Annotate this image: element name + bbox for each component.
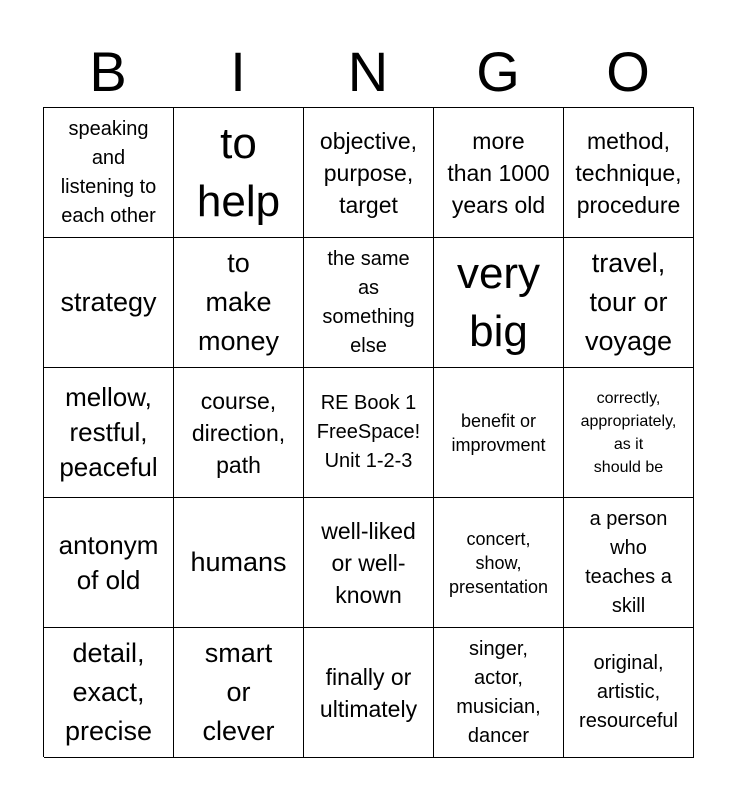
bingo-cell-r4-c4[interactable]	[434, 498, 564, 628]
cell-text: original, artistic, resourceful	[579, 652, 678, 732]
bingo-cell-r3-c2[interactable]	[174, 368, 304, 498]
bingo-cell-r3-c5[interactable]	[564, 368, 694, 498]
cell-text: to help	[196, 118, 281, 226]
cell-text: objective, purpose, target	[319, 127, 418, 218]
cell-text: speaking and listening to each other	[60, 117, 157, 227]
cell-text: antonym of old	[58, 529, 159, 595]
header-letter-n: N	[347, 40, 389, 103]
bingo-cell-r5-c4[interactable]	[434, 628, 564, 758]
bingo-cell-r1-c2[interactable]	[174, 108, 304, 238]
bingo-cell-r3-c4[interactable]	[434, 368, 564, 498]
cell-text: benefit or improvment	[451, 410, 546, 455]
bingo-cell-r3-c3[interactable]	[304, 368, 434, 498]
bingo-cell-r4-c3[interactable]	[304, 498, 434, 628]
bingo-cell-r1-c4[interactable]	[434, 108, 564, 238]
header-letter-g: G	[476, 40, 520, 103]
cell-text: the same as something else	[322, 247, 415, 357]
cell-text: correctly, appropriately, as it should be	[580, 389, 677, 476]
cell-text: well-liked or well- known	[321, 517, 416, 608]
cell-text: finally or ultimately	[319, 663, 418, 722]
bingo-cell-r4-c1[interactable]	[44, 498, 174, 628]
cell-text: to make money	[197, 248, 280, 356]
cell-text: concert, show, presentation	[448, 528, 549, 597]
bingo-cell-r5-c2[interactable]	[174, 628, 304, 758]
bingo-cell-r2-c5[interactable]	[564, 238, 694, 368]
header-letter-i: I	[230, 40, 246, 103]
bingo-cell-r1-c3[interactable]	[304, 108, 434, 238]
bingo-cell-r2-c2[interactable]	[174, 238, 304, 368]
bingo-cell-r5-c5[interactable]	[564, 628, 694, 758]
bingo-header	[43, 36, 693, 108]
free-space-text: RE Book 1 FreeSpace! Unit 1-2-3	[316, 392, 421, 472]
cell-text: method, technique, procedure	[575, 127, 682, 218]
cell-text: very big	[456, 248, 541, 356]
bingo-cell-r4-c5[interactable]	[564, 498, 694, 628]
bingo-cell-r5-c1[interactable]	[44, 628, 174, 758]
header-letter-o: O	[606, 40, 650, 103]
cell-text: humans	[190, 547, 287, 577]
bingo-cell-r2-c4[interactable]	[434, 238, 564, 368]
bingo-cell-r1-c1[interactable]	[44, 108, 174, 238]
bingo-cell-r2-c3[interactable]	[304, 238, 434, 368]
header-letter-b: B	[89, 40, 127, 103]
cell-text: smart or clever	[202, 638, 275, 746]
cell-text: course, direction, path	[191, 387, 286, 478]
bingo-cell-r2-c1[interactable]	[44, 238, 174, 368]
cell-text: travel, tour or voyage	[584, 248, 673, 356]
cell-text: a person who teaches a skill	[585, 507, 672, 617]
cell-text: singer, actor, musician, dancer	[456, 637, 541, 747]
bingo-cell-r3-c1[interactable]	[44, 368, 174, 498]
bingo-cell-r1-c5[interactable]	[564, 108, 694, 238]
bingo-cell-r4-c2[interactable]	[174, 498, 304, 628]
cell-text: detail, exact, precise	[64, 638, 153, 746]
bingo-board	[43, 107, 694, 757]
cell-text: mellow, restful, peaceful	[59, 382, 158, 482]
cell-text: more than 1000 years old	[447, 127, 550, 218]
bingo-cell-r5-c3[interactable]	[304, 628, 434, 758]
cell-text: strategy	[60, 287, 157, 317]
